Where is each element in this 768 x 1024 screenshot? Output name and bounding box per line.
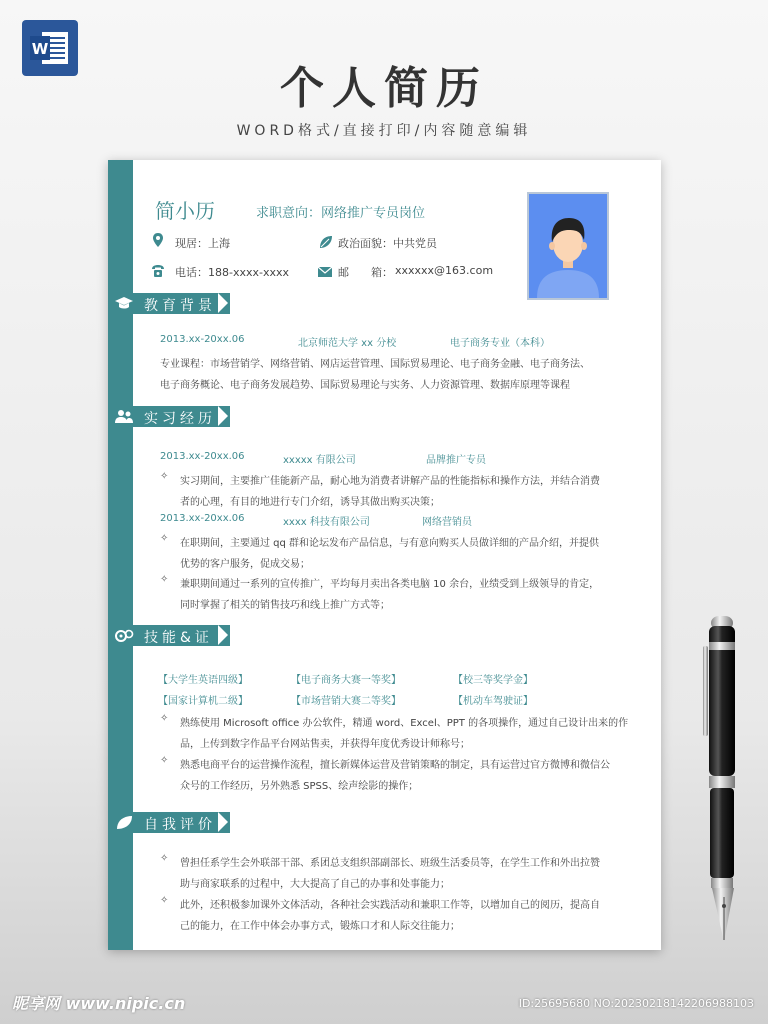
education-course-line: 专业课程：市场营销学、网络营销、网店运营管理、国际贸易理论、电子商务金融、电子商务法、 [160, 359, 590, 370]
leaf-icon [318, 234, 334, 250]
location-pin-icon [150, 232, 166, 248]
section-header-internship [108, 406, 230, 427]
job2-role: 网络营销员 [422, 517, 472, 528]
education-school: 北京师范大学 xx 分校 [298, 338, 397, 349]
job1-desc-line: 者的心理，有目的地进行专门介绍，诱导其做出购买决策； [180, 497, 440, 508]
cert-item: 【电子商务大赛一等奖】 [291, 675, 401, 686]
skill-desc-line: 熟练使用 Microsoft office 办公软件，精通 word、Excel、PPT 的各项操作，通过自己设计出来的作 [180, 718, 629, 729]
skill-desc-line: 众号的工作经历，另外熟悉 SPSS、绘声绘影的操作； [180, 781, 419, 792]
email-value: xxxxxx@163.com [395, 264, 494, 277]
bullet-icon: ✧ [160, 574, 169, 585]
job1-date: 2013.xx-20xx.06 [160, 451, 245, 462]
self-desc-line: 助与商家联系的过程中，大大提高了自己的办事和处事能力； [180, 879, 450, 890]
email-label: 邮 箱： [338, 266, 393, 279]
page-title: 个人简历 [280, 63, 488, 114]
watermark-text: 昵享网 www.nipic.cn [12, 994, 186, 1013]
location-text: 现居：上海 [175, 237, 230, 250]
section-title-skills: 技能&证书 [144, 630, 213, 666]
job-intent: 求职意向：网络推广专员岗位 [256, 206, 426, 221]
section-title-education: 教育背景 [144, 298, 216, 314]
cert-item: 【大学生英语四级】 [158, 675, 248, 686]
bullet-icon: ✧ [160, 853, 169, 864]
svg-text:W: W [31, 40, 49, 58]
job1-desc-line: 实习期间，主要推广佳能新产品，耐心地为消费者讲解产品的性能指标和操作方法，并结合消费 [180, 476, 600, 487]
fountain-pen-illustration [688, 612, 758, 947]
job1-company: xxxxx 有限公司 [283, 455, 356, 466]
image-id-text: ID:25695680 NO:20230218142206988103 [518, 997, 754, 1010]
resume-sheet [108, 160, 661, 950]
job2-desc-line: 在职期间，主要通过 qq 群和论坛发布产品信息，与有意向购买人员做详细的产品介绍，并提供 [180, 538, 600, 549]
section-header-self [108, 812, 230, 833]
section-title-internship: 实习经历 [144, 411, 216, 427]
bullet-icon: ✧ [160, 895, 169, 906]
cert-item: 【国家计算机二级】 [158, 696, 248, 707]
cert-item: 【机动车驾驶证】 [453, 696, 533, 707]
section-header-education [108, 293, 230, 314]
job2-company: xxxx 科技有限公司 [283, 517, 370, 528]
skill-desc-line: 品，上传到数字作品平台网站售卖，并获得年度优秀设计师称号； [180, 739, 470, 750]
mail-icon [317, 264, 333, 280]
phone-text: 电话：188-xxxx-xxxx [175, 266, 290, 279]
job2-date: 2013.xx-20xx.06 [160, 513, 245, 524]
cert-item: 【市场营销大赛二等奖】 [291, 696, 401, 707]
bullet-icon: ✧ [160, 713, 169, 724]
people-icon [114, 409, 134, 424]
self-desc-line: 己的能力，在工作中体会办事方式，锻炼口才和人际交往能力； [180, 921, 460, 932]
politics-text: 政治面貌：中共党员 [338, 237, 437, 250]
education-course-line: 电子商务概论、电子商务发展趋势、国际贸易理论与实务、人力资源管理、数据库原理等课程 [160, 380, 570, 391]
graduation-cap-icon [114, 296, 134, 311]
self-desc-line: 曾担任系学生会外联部干部、系团总支组织部副部长、班级生活委员等，在学生工作和外出拉赞 [180, 858, 600, 869]
phone-icon [150, 263, 166, 279]
bullet-icon: ✧ [160, 471, 169, 482]
skill-desc-line: 熟悉电商平台的运营操作流程，擅长新媒体运营及营销策略的制定，具有运营过官方微博和微信公 [180, 760, 610, 771]
job2-desc-line: 兼职期间通过一系列的宣传推广，平均每月卖出各类电脑 10 余台，业绩受到上级领导的肯定， [180, 579, 600, 590]
page-subtitle: WORD格式/直接打印/内容随意编辑 [236, 123, 532, 139]
bullet-icon: ✧ [160, 533, 169, 544]
section-title-self: 自我评价 [144, 817, 216, 833]
gears-icon [114, 628, 134, 643]
section-header-skills [108, 625, 230, 666]
candidate-name: 简小历 [155, 199, 215, 223]
bullet-icon: ✧ [160, 755, 169, 766]
job2-desc-line: 同时掌握了相关的销售技巧和线上推广方式等； [180, 600, 390, 611]
avatar-illustration [529, 194, 607, 298]
self-desc-line: 此外，还积极参加课外文体活动，各种社会实践活动和兼职工作等，以增加自己的阅历，提高自 [180, 900, 600, 911]
cert-item: 【校三等奖学金】 [453, 675, 533, 686]
education-major: 电子商务专业（本科） [450, 338, 550, 349]
education-date: 2013.xx-20xx.06 [160, 334, 245, 345]
leaf-icon [114, 815, 134, 830]
profile-photo [527, 192, 609, 300]
job1-role: 品牌推广专员 [426, 455, 486, 466]
job2-desc-line: 优势的客户服务，促成交易； [180, 559, 310, 570]
